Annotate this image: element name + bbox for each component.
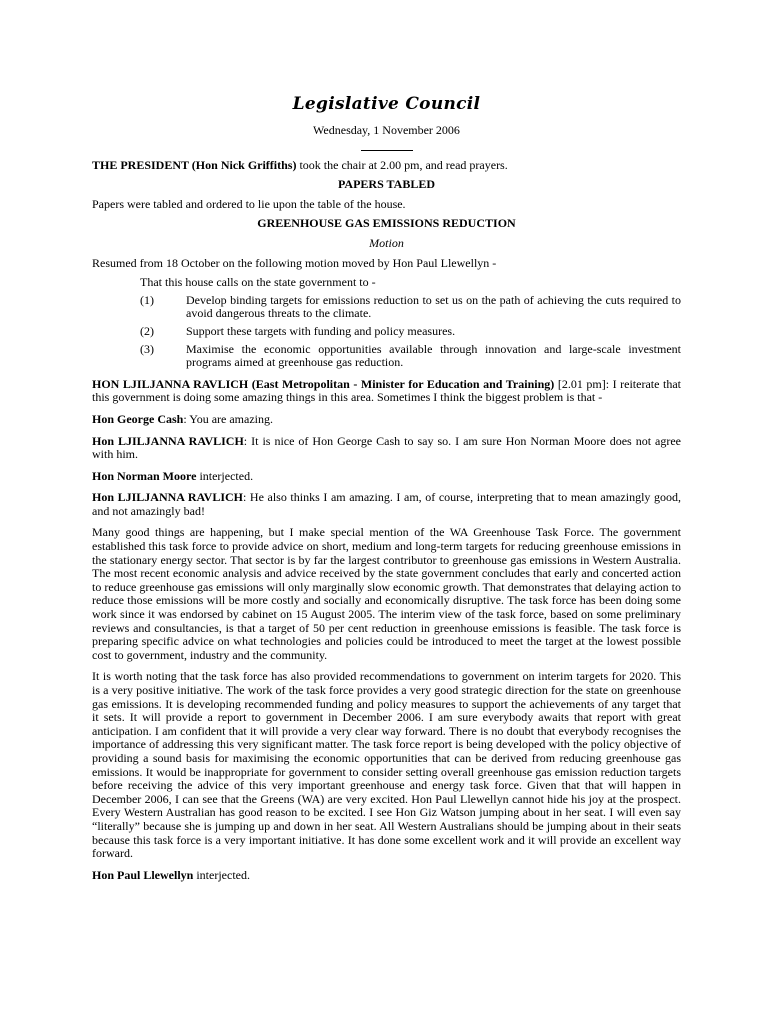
paragraph-text: : It is nice of Hon George Cash to say so. I am sure Hon Norman Moore does not agree with him. — [92, 433, 681, 462]
debate-paragraph — [92, 435, 681, 462]
speaker-name: HON LJILJANNA RAVLICH (East Metropolitan - Minister for Education and Training) — [92, 376, 555, 391]
motion-item — [140, 294, 681, 321]
debate-paragraph — [92, 413, 681, 427]
sitting-date: Wednesday, 1 November 2006 — [313, 123, 460, 137]
speaker-name: Hon George Cash — [92, 411, 184, 426]
motion-intro: That this house calls on the state government to - — [140, 275, 376, 290]
motion-item-text: Support these targets with funding and policy measures. — [186, 323, 456, 338]
paragraph-text: interjected. — [193, 867, 250, 882]
opening-paragraph — [92, 159, 681, 173]
speaker-name: THE PRESIDENT (Hon Nick Griffiths) — [92, 157, 297, 172]
debate-paragraph — [92, 491, 681, 518]
document-title: Legislative Council — [292, 94, 481, 114]
motion-item — [140, 343, 681, 370]
motion-item-number: (3) — [140, 341, 154, 356]
debate-paragraph — [92, 378, 681, 405]
debate-paragraph — [92, 470, 681, 484]
paragraph-text: took the chair at 2.00 pm, and read prayers. — [296, 157, 508, 172]
motion-item-text: Develop binding targets for emissions reduction to set us on the path of achieving the cuts required to avoid dangerous threats to the climate. — [186, 292, 681, 321]
speaker-name: Hon LJILJANNA RAVLICH — [92, 433, 244, 448]
paragraph-text: : You are amazing. — [183, 411, 273, 426]
speaker-name: Hon Paul Llewellyn — [92, 867, 194, 882]
motion-item — [140, 325, 681, 339]
papers-paragraph: Papers were tabled and ordered to lie upon the table of the house. — [92, 196, 406, 211]
motion-item-number: (1) — [140, 292, 154, 307]
section-subheading: Motion — [369, 235, 404, 250]
debate-paragraph — [92, 869, 681, 883]
motion-resumed-text: Resumed from 18 October on the following motion moved by Hon Paul Llewellyn - — [92, 255, 497, 270]
title-divider — [361, 150, 413, 151]
speaker-name: Hon Norman Moore — [92, 468, 197, 483]
motion-items-list — [140, 294, 681, 370]
paragraph-text: interjected. — [196, 468, 254, 483]
paragraph-text: [2.01 pm]: I reiterate that this government is doing some amazing things in this area. Sometimes I think the biggest problem is that - — [92, 376, 681, 405]
section-heading-motion: GREENHOUSE GAS EMISSIONS REDUCTION — [257, 216, 516, 231]
motion-item-text: Maximise the economic opportunities available through innovation and large-scale investment programs aimed at greenhouse gas reduction. — [186, 341, 681, 370]
speaker-name: Hon LJILJANNA RAVLICH — [92, 490, 243, 505]
debate-paragraph: It is worth noting that the task force has also provided recommendations to government on interim targets for 2020. This is a very positive initiative. The work of the task force provides a very good strategic direction for the state on greenhouse gas emissions. It is developing recommended funding and policy measures to support the achievements of any target that it sets. It will provide a report to government in December 2006. I am sure everybody awaits that report with great anticipation. I am confident that it will provide a very clear way forward. There is no doubt that everybody recognises the importance of addressing this very significant matter. The task force report is being developed with the policy objective of providing a sound basis for maximising the economic opportunities that can be derived from reducing greenhouse gas emissions. It would be inappropriate for government to consider setting overall greenhouse gas emission reduction targets before receiving the advice of this very important greenhouse and energy task force. Given that that will happen in December 2006, I can see that the Greens (WA) are very excited. Hon Paul Llewellyn cannot hide his joy at the prospect. Every Western Australian has good reason to be excited. I see Hon Giz Watson jumping about in her seat. I will even say “literally” because she is jumping up and down in her seat. All Western Australians should be jumping about in their seats because this task force is a very important initiative. It has done some excellent work and it will provide an excellent way forward. — [92, 669, 681, 861]
motion-item-number: (2) — [140, 323, 154, 338]
section-heading-papers: PAPERS TABLED — [337, 177, 436, 192]
paragraph-text: : He also thinks I am amazing. I am, of course, interpreting that to mean amazingly good, and not amazingly bad! — [92, 490, 682, 518]
debate-paragraph: Many good things are happening, but I make special mention of the WA Greenhouse Task Force. The government established this task force to provide advice on short, medium and long-term targets for reducing greenhouse emissions in the stationary energy sector. That sector is by far the largest contributor to greenhouse gas emissions in Western Australia. The most recent economic analysis and advice received by the state government concludes that early and concerted action to reduce greenhouse gas emissions will only marginally slow economic growth. That demonstrates that delaying action to reduce those emissions will be more costly and socially and economically disruptive. The task force has been doing some work since it was endorsed by cabinet on 15 August 2005. The interim view of the task force, based on some preliminary reviews and consultancies, is that a target of 50 per cent reduction in greenhouse emissions is feasible. The task force is preparing specific advice on what technologies and policies could be introduced to meet the target at the lowest possible cost to government, industry and the community. — [92, 525, 681, 662]
